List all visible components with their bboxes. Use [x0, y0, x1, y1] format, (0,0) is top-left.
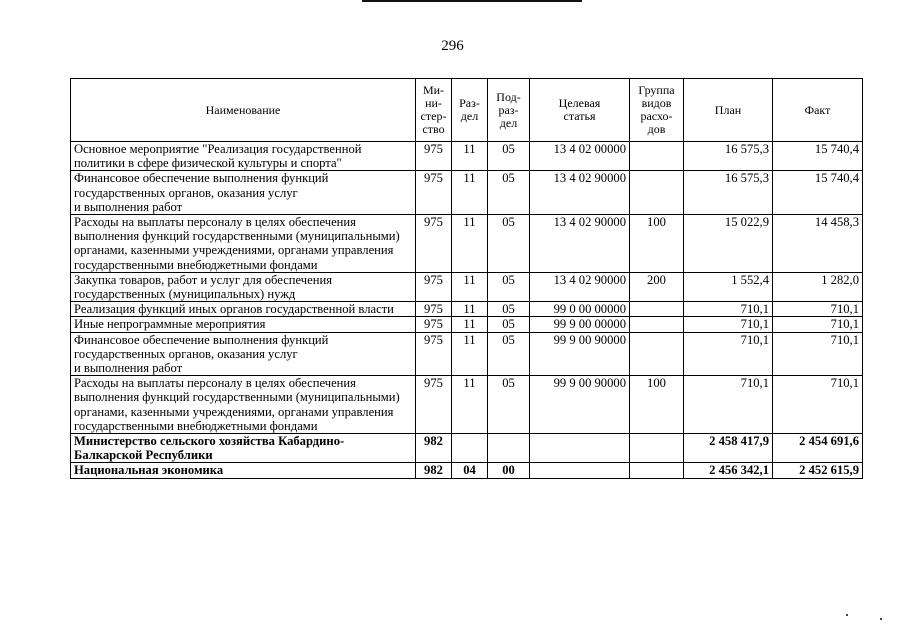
- row-ministry: 975: [416, 272, 452, 301]
- row-subsection: 00: [488, 463, 530, 478]
- row-expense-group: [630, 142, 684, 171]
- table-row: [71, 317, 863, 332]
- row-target-article: 13 4 02 00000: [530, 142, 630, 171]
- table-row: [71, 434, 863, 463]
- row-fact: 710,1: [773, 302, 863, 317]
- row-ministry: 975: [416, 302, 452, 317]
- row-fact: 14 458,3: [773, 215, 863, 273]
- row-target-article: [530, 463, 630, 478]
- row-ministry: 975: [416, 376, 452, 434]
- row-section: 11: [452, 142, 488, 171]
- row-name: Министерство сельского хозяйства Кабардино-Балкарской Республики: [71, 434, 416, 463]
- row-subsection: 05: [488, 376, 530, 434]
- row-fact: 710,1: [773, 317, 863, 332]
- budget-table: [70, 78, 863, 479]
- row-target-article: 99 9 00 90000: [530, 376, 630, 434]
- top-rule: [362, 0, 582, 2]
- header-expense-group: [630, 79, 684, 142]
- row-section: [452, 434, 488, 463]
- table-row: [71, 332, 863, 376]
- row-target-article: 99 9 00 00000: [530, 317, 630, 332]
- row-plan: 710,1: [684, 302, 773, 317]
- header-section-text: Раз- дел: [459, 96, 480, 123]
- row-subsection: 05: [488, 302, 530, 317]
- row-section: 11: [452, 317, 488, 332]
- row-name: Финансовое обеспечение выполнения функций государственных органов, оказания услуг и выполнения работ: [71, 332, 416, 376]
- row-section: 04: [452, 463, 488, 478]
- row-plan: 710,1: [684, 376, 773, 434]
- header-plan: План: [684, 79, 773, 142]
- row-target-article: 99 0 00 00000: [530, 302, 630, 317]
- table-header-row: [71, 79, 863, 142]
- table-row: [71, 302, 863, 317]
- row-name: Иные непрограммные мероприятия: [71, 317, 416, 332]
- row-section: 11: [452, 171, 488, 215]
- row-name: Финансовое обеспечение выполнения функций государственных органов, оказания услуг и выполнения работ: [71, 171, 416, 215]
- row-ministry: 975: [416, 215, 452, 273]
- row-section: 11: [452, 302, 488, 317]
- scan-speck: [846, 614, 848, 616]
- row-ministry: 982: [416, 463, 452, 478]
- header-target-article: [530, 79, 630, 142]
- row-expense-group: [630, 171, 684, 215]
- row-target-article: 13 4 02 90000: [530, 272, 630, 301]
- scan-speck: [880, 618, 882, 620]
- table-row: [71, 215, 863, 273]
- row-name: Реализация функций иных органов государственной власти: [71, 302, 416, 317]
- table-row: [71, 272, 863, 301]
- row-subsection: [488, 434, 530, 463]
- row-fact: 710,1: [773, 376, 863, 434]
- row-fact: 15 740,4: [773, 171, 863, 215]
- header-target-article-text: Целевая статья: [558, 96, 601, 123]
- header-subsection-text: Под- раз- дел: [496, 89, 521, 130]
- row-name: Расходы на выплаты персоналу в целях обеспечения выполнения функций государственными (муниципальными) органами, казенными учреждениями, органами управления государственными внебюджетными фондами: [71, 215, 416, 273]
- row-expense-group: [630, 317, 684, 332]
- row-plan: 710,1: [684, 332, 773, 376]
- row-fact: 710,1: [773, 332, 863, 376]
- header-ministry-text: Ми- ни- стер- ство: [420, 83, 447, 136]
- row-plan: 2 458 417,9: [684, 434, 773, 463]
- row-section: 11: [452, 215, 488, 273]
- header-name: Наименование: [71, 79, 416, 142]
- row-ministry: 975: [416, 317, 452, 332]
- row-target-article: 13 4 02 90000: [530, 171, 630, 215]
- row-subsection: 05: [488, 142, 530, 171]
- table-row: [71, 463, 863, 478]
- row-expense-group: [630, 302, 684, 317]
- table-row: [71, 376, 863, 434]
- row-subsection: 05: [488, 272, 530, 301]
- page-number: 296: [441, 38, 464, 54]
- row-subsection: 05: [488, 215, 530, 273]
- row-expense-group: 200: [630, 272, 684, 301]
- row-plan: 15 022,9: [684, 215, 773, 273]
- row-ministry: 975: [416, 142, 452, 171]
- row-target-article: 13 4 02 90000: [530, 215, 630, 273]
- row-fact: 2 452 615,9: [773, 463, 863, 478]
- row-expense-group: [630, 332, 684, 376]
- row-target-article: [530, 434, 630, 463]
- header-expense-group-text: Группа видов расхо- дов: [638, 83, 675, 136]
- row-plan: 2 456 342,1: [684, 463, 773, 478]
- header-fact: Факт: [773, 79, 863, 142]
- row-ministry: 982: [416, 434, 452, 463]
- row-section: 11: [452, 376, 488, 434]
- row-target-article: 99 9 00 90000: [530, 332, 630, 376]
- row-expense-group: [630, 434, 684, 463]
- row-subsection: 05: [488, 332, 530, 376]
- row-name: Закупка товаров, работ и услуг для обеспечения государственных (муниципальных) нужд: [71, 272, 416, 301]
- row-name: Расходы на выплаты персоналу в целях обеспечения выполнения функций государственными (муниципальными) органами, казенными учреждениями, органами управления государственными внебюджетными фондами: [71, 376, 416, 434]
- row-name: Основное мероприятие "Реализация государственной политики в сфере физической культуры и спорта": [71, 142, 416, 171]
- row-plan: 16 575,3: [684, 142, 773, 171]
- row-expense-group: 100: [630, 376, 684, 434]
- row-fact: 15 740,4: [773, 142, 863, 171]
- header-ministry: [416, 79, 452, 142]
- row-subsection: 05: [488, 171, 530, 215]
- row-fact: 2 454 691,6: [773, 434, 863, 463]
- row-section: 11: [452, 272, 488, 301]
- row-expense-group: [630, 463, 684, 478]
- header-subsection: [488, 79, 530, 142]
- row-plan: 1 552,4: [684, 272, 773, 301]
- row-expense-group: 100: [630, 215, 684, 273]
- row-name: Национальная экономика: [71, 463, 416, 478]
- header-section: [452, 79, 488, 142]
- row-ministry: 975: [416, 171, 452, 215]
- table-row: [71, 171, 863, 215]
- table-row: [71, 142, 863, 171]
- row-subsection: 05: [488, 317, 530, 332]
- row-ministry: 975: [416, 332, 452, 376]
- row-fact: 1 282,0: [773, 272, 863, 301]
- row-plan: 710,1: [684, 317, 773, 332]
- row-plan: 16 575,3: [684, 171, 773, 215]
- row-section: 11: [452, 332, 488, 376]
